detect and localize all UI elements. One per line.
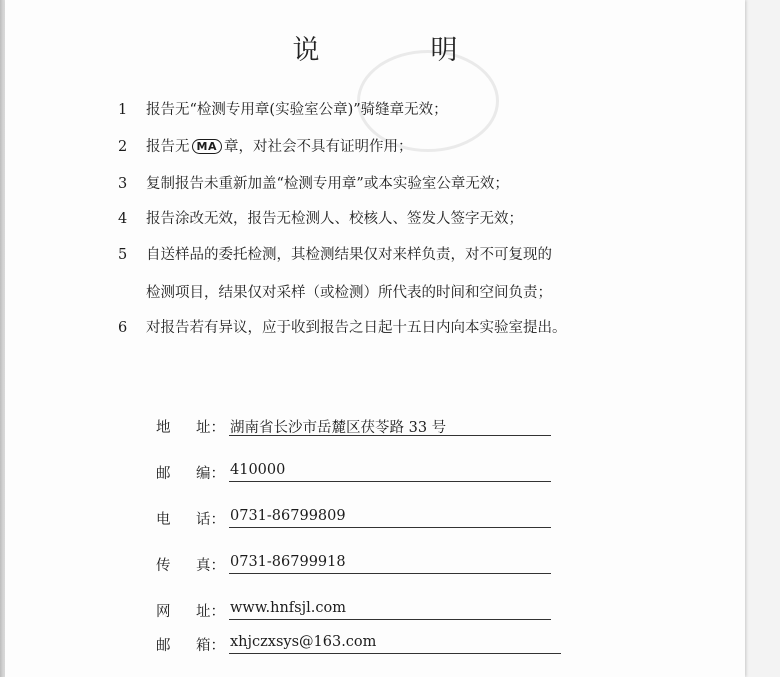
contact-fax-row xyxy=(5,554,745,576)
address-underline xyxy=(229,435,551,436)
note-text: 自送样品的委托检测，其检测结果仅对来样负责，对不可复现的 xyxy=(146,247,552,263)
note-text: 报告无“检测专用章(实验室公章)”骑缝章无效； xyxy=(146,102,448,118)
contact-email-row xyxy=(5,634,745,656)
note-item-1 xyxy=(5,100,745,120)
fax-value: 0731-86799918 xyxy=(229,554,346,574)
note-number: 5 xyxy=(118,247,128,263)
contact-label: 箱： xyxy=(196,638,225,654)
note-item-6 xyxy=(5,318,745,338)
fax-underline xyxy=(229,573,551,574)
contact-label: 网 xyxy=(156,604,171,620)
email-value: xhjczxsys@163.com xyxy=(229,634,376,654)
document-page xyxy=(5,0,745,677)
note-number: 6 xyxy=(118,320,128,336)
contact-postcode-row xyxy=(5,462,745,484)
document-title: 说 明 xyxy=(292,35,500,66)
website-underline xyxy=(229,619,551,620)
note-text: 对报告若有异议，应于收到报告之日起十五日内向本实验室提出。 xyxy=(146,320,567,336)
note-text-after: 章，对社会不具有证明作用； xyxy=(223,139,413,155)
contact-label: 电 xyxy=(156,512,171,528)
contact-label: 址： xyxy=(196,420,225,436)
note-text-continuation: 检测项目，结果仅对采样（或检测）所代表的时间和空间负责； xyxy=(146,285,552,301)
note-text xyxy=(146,137,412,157)
postcode-value: 410000 xyxy=(229,462,285,482)
contact-label: 址： xyxy=(196,604,225,620)
contact-label: 传 xyxy=(156,558,171,574)
note-number: 3 xyxy=(118,176,128,192)
contact-label: 编： xyxy=(196,466,225,482)
phone-value: 0731-86799809 xyxy=(229,508,346,528)
note-text-before: 报告无 xyxy=(146,139,190,155)
note-number: 4 xyxy=(118,211,128,227)
contact-phone-row xyxy=(5,508,745,530)
website-value: www.hnfsjl.com xyxy=(229,600,346,620)
note-item-3 xyxy=(5,174,745,194)
email-underline xyxy=(229,653,561,654)
note-item-2 xyxy=(5,137,745,157)
address-value: 湖南省长沙市岳麓区茯苓路 33 号 xyxy=(229,416,446,436)
note-number: 2 xyxy=(118,139,128,155)
note-text: 报告涂改无效，报告无检测人、校核人、签发人签字无效； xyxy=(146,211,523,227)
contact-address-row xyxy=(5,416,745,438)
contact-label: 邮 xyxy=(156,638,171,654)
contact-label: 邮 xyxy=(156,466,171,482)
note-text: 复制报告未重新加盖“检测专用章”或本实验室公章无效； xyxy=(146,176,509,192)
contact-label: 话： xyxy=(196,512,225,528)
contact-label: 真： xyxy=(196,558,225,574)
scan-right-margin xyxy=(745,0,780,677)
note-item-5 xyxy=(5,245,745,303)
note-item-4 xyxy=(5,209,745,229)
contact-label: 地 xyxy=(156,420,171,436)
contact-website-row xyxy=(5,600,745,622)
phone-underline xyxy=(229,527,551,528)
ma-certification-mark-icon: MA xyxy=(192,139,222,154)
note-number: 1 xyxy=(118,102,128,118)
postcode-underline xyxy=(229,481,551,482)
